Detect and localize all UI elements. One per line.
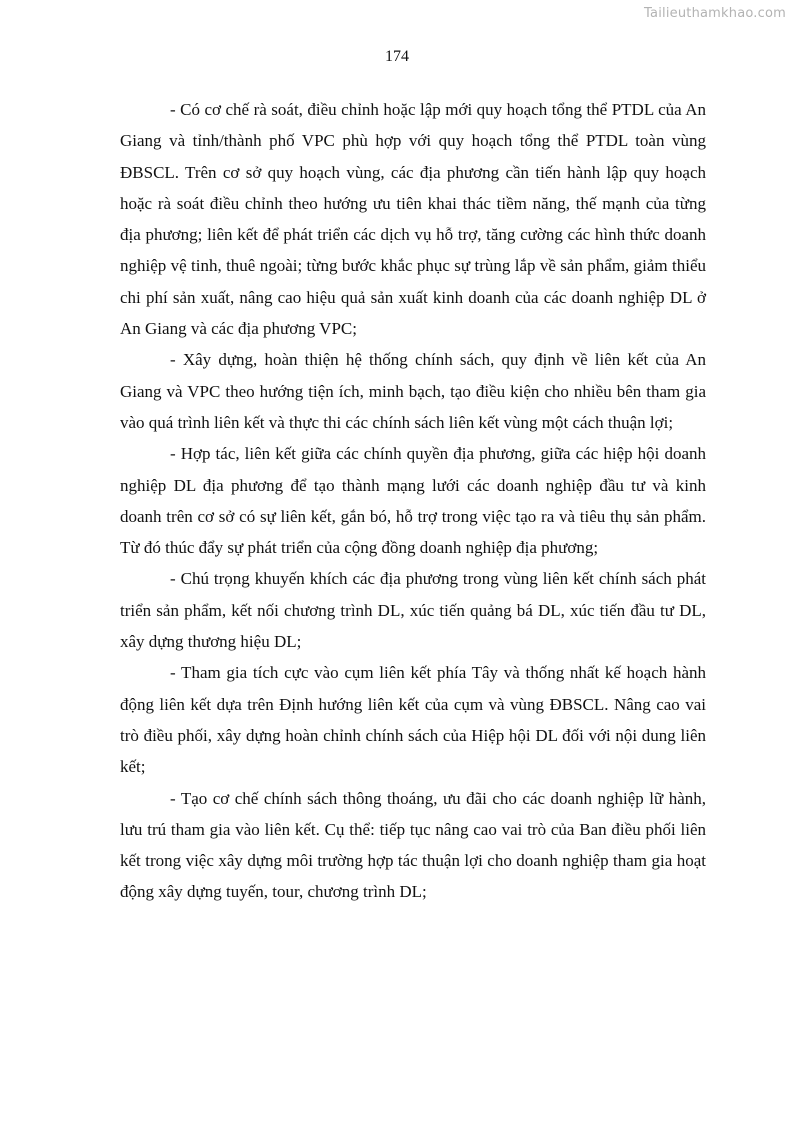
paragraph: - Hợp tác, liên kết giữa các chính quyền địa phương, giữa các hiệp hội doanh nghiệp DL địa phương để tạo thành mạng lưới các doanh nghiệp đầu tư và kinh doanh trên cơ sở có sự liên kết, gắn bó, hỗ trợ trong việc tạo ra và tiêu thụ sản phẩm. Từ đó thúc đẩy sự phát triển của cộng đồng doanh nghiệp địa phương; bbox=[120, 444, 706, 558]
paragraph: - Tạo cơ chế chính sách thông thoáng, ưu đãi cho các doanh nghiệp lữ hành, lưu trú tham gia vào liên kết. Cụ thể: tiếp tục nâng cao vai trò của Ban điều phối liên kết trong việc xây dựng môi trường hợp tác thuận lợi cho doanh nghiệp tham gia hoạt động xây dựng tuyến, tour, chương trình DL; bbox=[120, 788, 706, 902]
paragraph: - Có cơ chế rà soát, điều chỉnh hoặc lập mới quy hoạch tổng thể PTDL của An Giang và tỉnh/thành phố VPC phù hợp với quy hoạch tổng thể PTDL toàn vùng ĐBSCL. Trên cơ sở quy hoạch vùng, các địa phương cần tiến hành lập quy hoạch hoặc rà soát điều chỉnh theo hướng ưu tiên khai thác tiềm năng, thế mạnh của từng địa phương; liên kết để phát triển các dịch vụ hỗ trợ, tăng cường các hình thức doanh nghiệp vệ tinh, thuê ngoài; từng bước khắc phục sự trùng lắp về sản phẩm, giảm thiểu chi phí sản xuất, nâng cao hiệu quả sản xuất kinh doanh của các doanh nghiệp DL ở An Giang và các địa phương VPC; bbox=[120, 100, 706, 339]
page-number: 174 bbox=[385, 48, 409, 65]
paragraph: - Tham gia tích cực vào cụm liên kết phía Tây và thống nhất kế hoạch hành động liên kết dựa trên Định hướng liên kết của cụm và vùng ĐBSCL. Nâng cao vai trò điều phối, xây dựng hoàn chỉnh chính sách của Hiệp hội DL đối với nội dung liên kết; bbox=[120, 663, 706, 777]
watermark: Tailieuthamkhao.com bbox=[644, 6, 786, 21]
document-body bbox=[120, 94, 706, 908]
paragraph: - Chú trọng khuyến khích các địa phương trong vùng liên kết chính sách phát triển sản phẩm, kết nối chương trình DL, xúc tiến quảng bá DL, xúc tiến đầu tư DL, xây dựng thương hiệu DL; bbox=[120, 569, 706, 652]
paragraph: - Xây dựng, hoàn thiện hệ thống chính sách, quy định về liên kết của An Giang và VPC theo hướng tiện ích, minh bạch, tạo điều kiện cho nhiều bên tham gia vào quá trình liên kết và thực thi các chính sách liên kết vùng một cách thuận lợi; bbox=[120, 350, 706, 432]
